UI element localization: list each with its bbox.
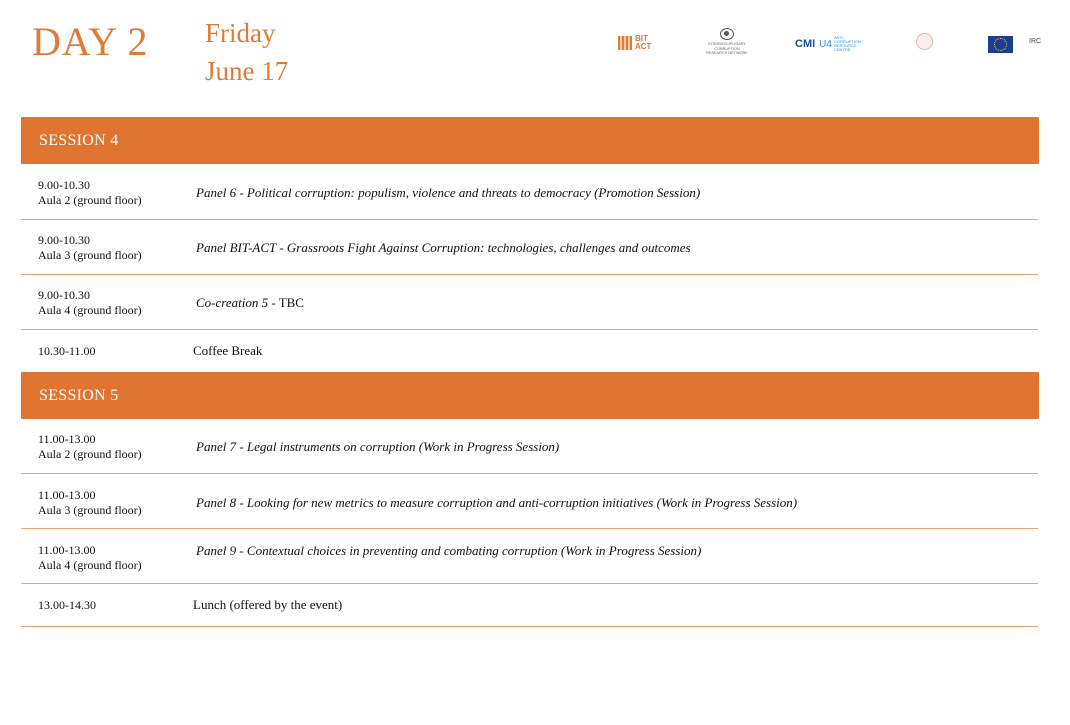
schedule-row [21,275,1038,330]
break-row [21,330,1038,372]
title-plain: - TBC [268,295,304,310]
row-time [38,432,142,462]
title-italic: Co-creation 5 [196,295,269,310]
time-range: 11.00-13.00 [38,488,96,502]
schedule-row [21,419,1038,474]
break-time: 13.00-14.30 [38,598,96,612]
time-range: 9.00-10.30 [38,288,90,302]
bitact-logo-mark [618,36,632,50]
title-italic: Panel 8 - Looking for new metrics to measure corruption and anti-corruption initiatives (Work in Progress Session) [196,495,798,510]
room: Aula 4 (ground floor) [38,558,142,572]
session-4-header: SESSION 4 [21,117,1039,164]
row-title [196,543,701,559]
break-row [21,584,1038,627]
schedule-row [21,529,1038,584]
row-title [196,295,304,311]
row-time [38,543,142,573]
time-range: 11.00-13.00 [38,432,96,446]
eu-flag-logo [988,36,1013,53]
title-italic: Panel 6 - Political corruption: populism, violence and threats to democracy (Promotion Session) [196,185,701,200]
weekday: Friday [205,18,276,48]
eye-icon [720,28,734,40]
room: Aula 2 (ground floor) [38,447,142,461]
title-italic: Panel BIT-ACT - Grassroots Fight Against Corruption: technologies, challenges and outcomes [196,240,691,255]
schedule-row [21,164,1038,220]
room: Aula 3 (ground floor) [38,248,142,262]
row-time [38,233,142,263]
row-time [38,488,142,518]
schedule-row [21,220,1038,275]
time-range: 9.00-10.30 [38,233,90,247]
row-title [196,439,559,455]
row-title [196,495,797,511]
row-time [38,178,142,208]
u4-logo-text: U4 [819,38,832,50]
date: June 17 [205,56,289,86]
partial-logo: IRC [1029,38,1042,45]
partner-logos [610,30,1040,60]
cmi-logo-text: CMI [795,38,816,50]
break-title: Coffee Break [193,343,263,358]
row-title [196,240,691,256]
time-range: 11.00-13.00 [38,543,96,557]
bitact-logo-text: BIT ACT [635,34,652,51]
bitact-logo [618,35,655,51]
day-title: DAY 2 [32,19,149,64]
title-italic: Panel 7 - Legal instruments on corruption (Work in Progress Session) [196,439,560,454]
room: Aula 4 (ground floor) [38,303,142,317]
university-seal-logo [916,33,933,50]
u4-logo-subtext: ANTI-CORRUPTION RESOURCE CENTRE [833,35,861,52]
row-title [196,185,700,201]
cmi-u4-logo [795,36,866,52]
schedule-row [21,474,1038,529]
break-time: 10.30-11.00 [38,344,96,358]
icrn-logo-text: INTERDISCIPLINARY CORRUPTION RESEARCH NETWORK [706,42,748,55]
row-time [38,288,142,318]
eu-stars-icon [994,38,1007,51]
icrn-logo [704,28,750,56]
date-block [205,14,288,90]
room: Aula 2 (ground floor) [38,193,142,207]
time-range: 9.00-10.30 [38,178,90,192]
room: Aula 3 (ground floor) [38,503,142,517]
break-title: Lunch (offered by the event) [193,597,343,612]
title-italic: Panel 9 - Contextual choices in preventing and combating corruption (Work in Progress Session) [196,543,702,558]
session-5-header: SESSION 5 [21,372,1039,419]
